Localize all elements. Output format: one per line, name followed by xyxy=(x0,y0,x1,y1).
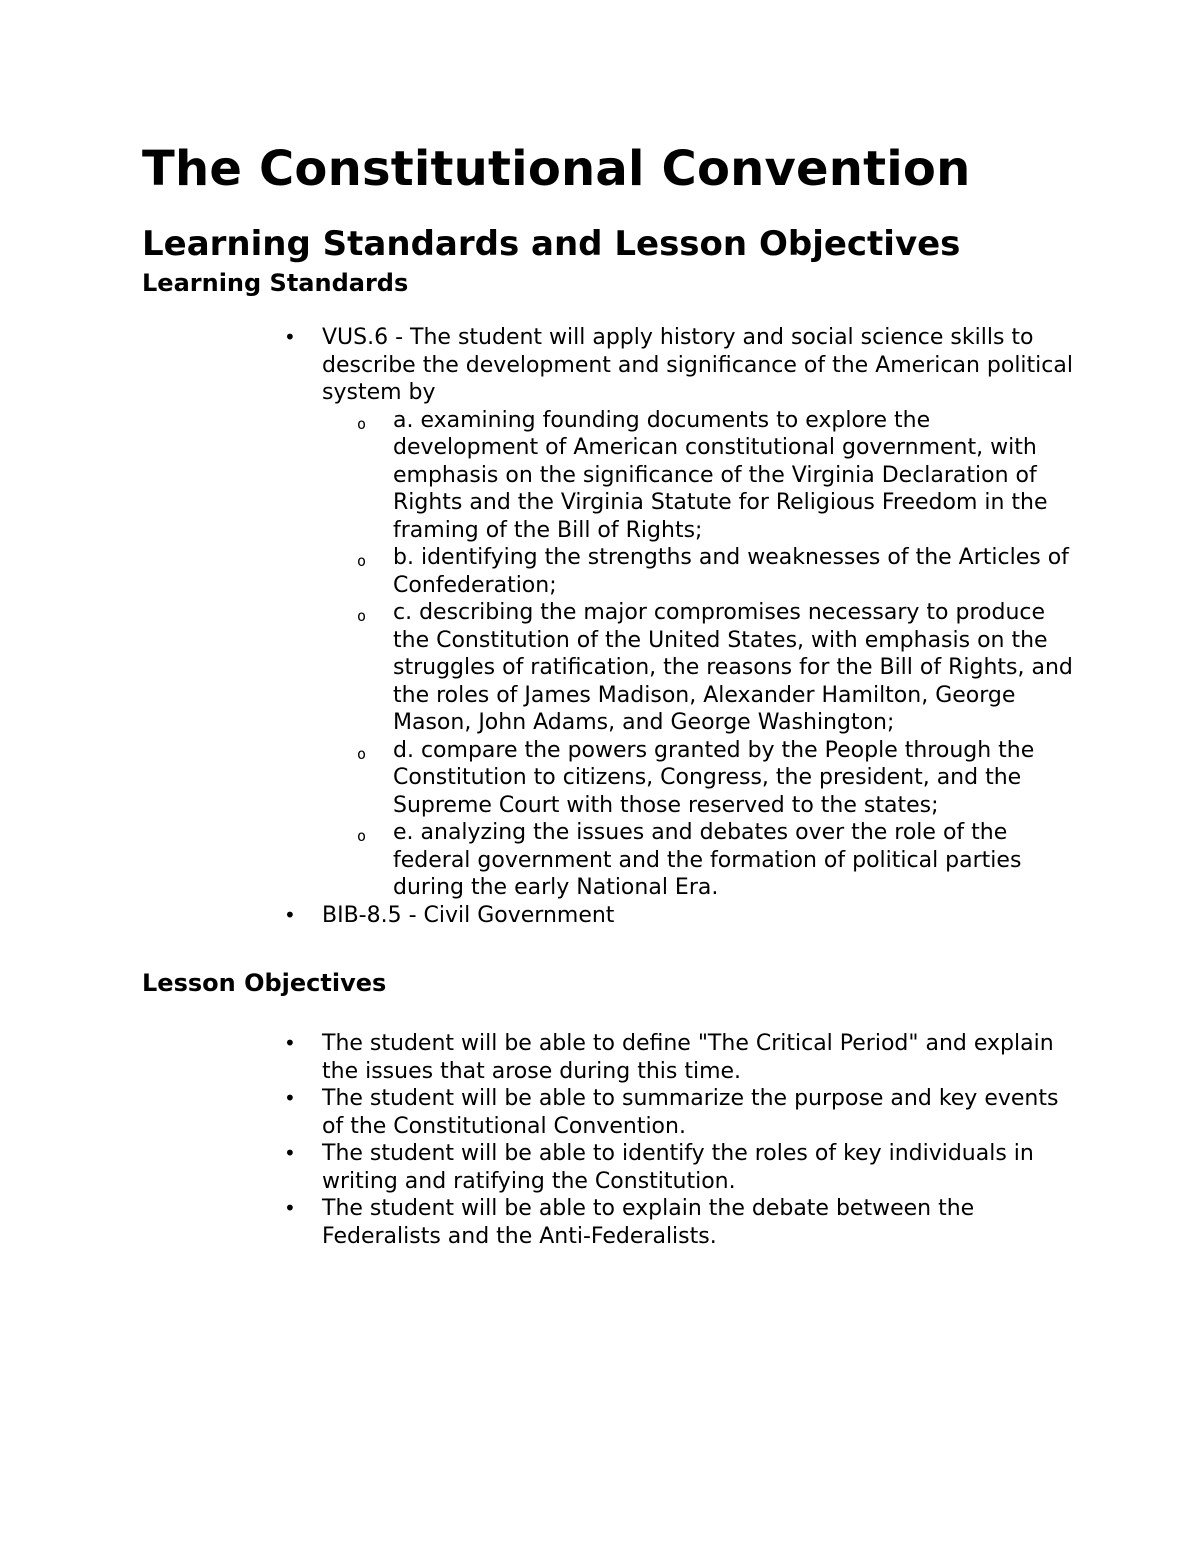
sub-bullet-icon: o xyxy=(357,414,367,433)
list-item xyxy=(357,544,1082,599)
objective-text: The student will be able to explain the debate between the Federalists and the Anti-Federalists. xyxy=(322,1196,975,1249)
subitem-text: e. analyzing the issues and debates over the role of the federal government and the formation of political parties during the early National Era. xyxy=(393,820,1022,900)
list-item xyxy=(284,1030,1082,1085)
bullet-icon: • xyxy=(284,325,296,349)
document-title: The Constitutional Convention xyxy=(142,141,971,197)
section-heading: Learning Standards and Lesson Objectives xyxy=(142,224,961,264)
list-item xyxy=(357,599,1082,737)
list-item xyxy=(284,324,1082,902)
learning-standards-heading: Learning Standards xyxy=(142,269,409,297)
sub-bullet-icon: o xyxy=(357,552,367,570)
list-item xyxy=(357,737,1082,820)
bullet-icon: • xyxy=(284,1141,296,1165)
subitem-text: c. describing the major compromises necessary to produce the Constitution of the United States, with emphasis on the struggles of ratification, the reasons for the Bill of Rights, and the roles of James Madison, Alexander Hamilton, George Mason, John Adams, and George Washington; xyxy=(393,600,1073,735)
list-item xyxy=(284,902,1082,930)
subitem-text: a. examining founding documents to explore the development of American constitutional government, with emphasis on the significance of the Virginia Declaration of Rights and the Virginia Statute for Religious Freedom in the framing of the Bill of Rights; xyxy=(393,407,1048,543)
objective-text: The student will be able to identify the roles of key individuals in writing and ratifying the Constitution. xyxy=(322,1141,1034,1194)
bullet-icon: • xyxy=(284,1086,296,1110)
list-item xyxy=(357,407,1082,545)
lesson-objectives-heading: Lesson Objectives xyxy=(142,969,387,997)
standard-subitems-list xyxy=(322,407,1082,902)
learning-standards-list xyxy=(142,324,1082,929)
list-item xyxy=(284,1195,1082,1250)
bullet-icon: • xyxy=(284,1031,296,1055)
lesson-objectives-list xyxy=(142,1030,1082,1250)
list-item xyxy=(357,819,1082,902)
list-item xyxy=(284,1085,1082,1140)
list-item xyxy=(284,1140,1082,1195)
sub-bullet-icon: o xyxy=(357,827,367,845)
sub-bullet-icon: o xyxy=(357,607,367,625)
bullet-icon: • xyxy=(284,1196,296,1220)
document-page xyxy=(142,138,1082,1250)
objective-text: The student will be able to summarize the purpose and key events of the Constitutional Convention. xyxy=(322,1086,1059,1139)
subitem-text: b. identifying the strengths and weaknesses of the Articles of Confederation; xyxy=(393,545,1069,598)
subitem-text: d. compare the powers granted by the People through the Constitution to citizens, Congress, the president, and the Supreme Court with those reserved to the states; xyxy=(393,737,1035,818)
sub-bullet-icon: o xyxy=(357,744,367,763)
standard-text: VUS.6 - The student will apply history and social science skills to describe the development and significance of the American political system by xyxy=(322,325,1073,405)
bullet-icon: • xyxy=(284,902,296,927)
objective-text: The student will be able to define "The Critical Period" and explain the issues that arose during this time. xyxy=(322,1031,1054,1084)
standard-text: BIB-8.5 - Civil Government xyxy=(322,902,615,928)
